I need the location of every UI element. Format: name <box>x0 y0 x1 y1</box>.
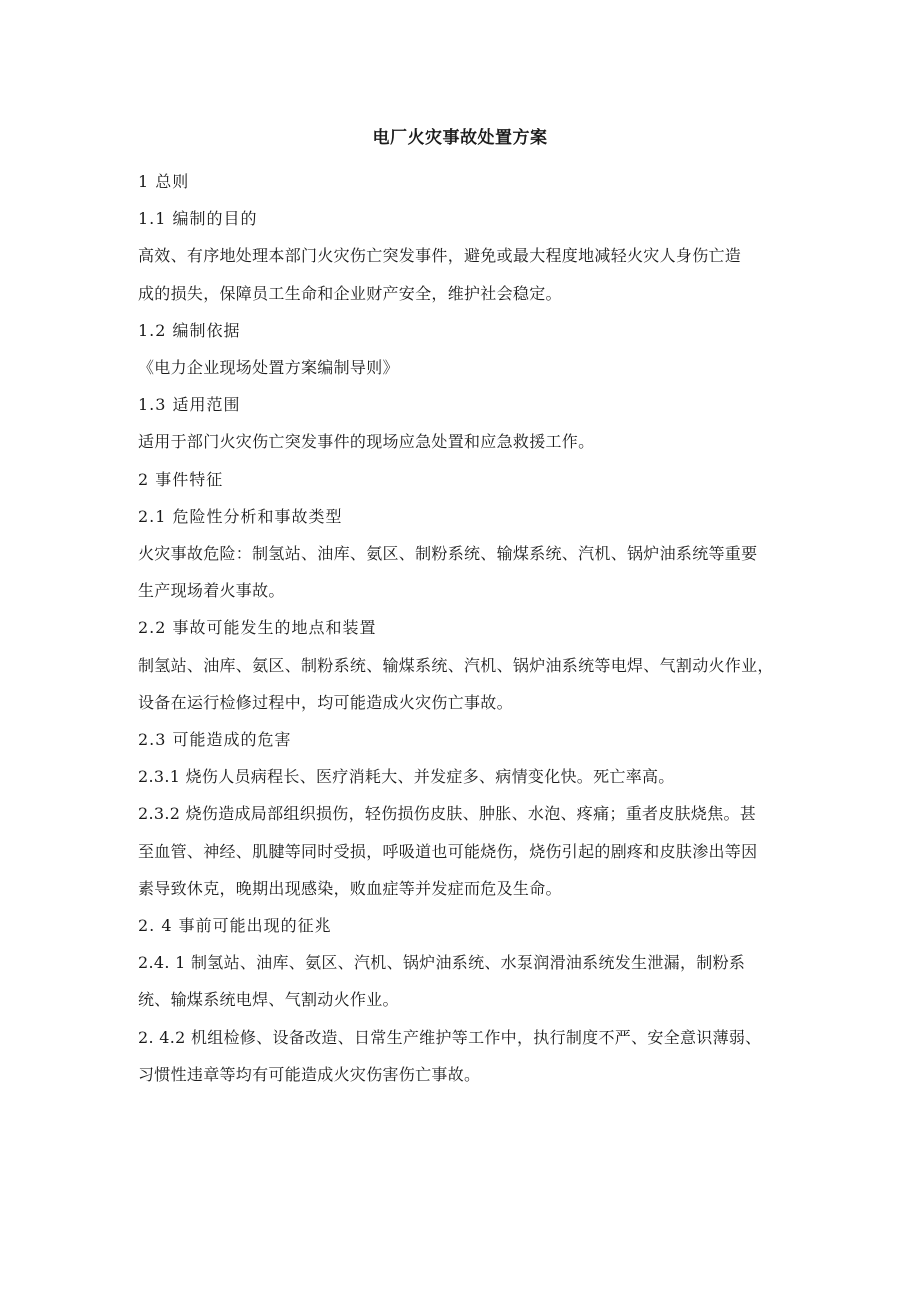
section-heading: 1 总则 <box>138 172 190 191</box>
section-heading: 1.1 编制的目的 <box>138 209 258 229</box>
section-heading: 1.3 适用范围 <box>138 395 241 415</box>
paragraph-line: 2.3.2 烧伤造成局部组织损伤，轻伤损伤皮肤、肿胀、水泡、疼痛；重者皮肤烧焦。甚 <box>138 804 757 824</box>
paragraph-line: 至血管、神经、肌腱等同时受损，呼吸道也可能烧伤，烧伤引起的剧疼和皮肤渗出等因 <box>138 841 758 861</box>
document-body <box>138 163 788 1093</box>
paragraph-line: 习惯性违章等均有可能造成火灾伤害伤亡事故。 <box>138 1064 481 1084</box>
section-heading: 2. 4 事前可能出现的征兆 <box>138 916 332 936</box>
paragraph-line: 成的损失，保障员工生命和企业财产安全，维护社会稳定。 <box>138 283 562 303</box>
paragraph-line: 2.3.1 烧伤人员病程长、医疗消耗大、并发症多、病情变化快。死亡率高。 <box>138 767 675 787</box>
paragraph-line: 2.4. 1 制氢站、油库、氨区、汽机、锅炉油系统、水泵润滑油系统发生泄漏，制粉系 <box>138 953 746 973</box>
paragraph-line: 设备在运行检修过程中，均可能造成火灾伤亡事故。 <box>138 692 513 712</box>
document-title: 电厂火灾事故处置方案 <box>372 128 548 148</box>
section-heading: 2.3 可能造成的危害 <box>138 730 292 750</box>
paragraph-line: 生产现场着火事故。 <box>138 581 285 601</box>
paragraph-line: 2. 4.2 机组检修、设备改造、日常生产维护等工作中，执行制度不严、安全意识薄弱、 <box>138 1027 762 1047</box>
paragraph-line: 制氢站、油库、氨区、制粉系统、输煤系统、汽机、锅炉油系统等电焊、气割动火作业， <box>138 655 774 675</box>
paragraph-line: 素导致休克，晚期出现感染，败血症等并发症而危及生命。 <box>138 878 562 898</box>
section-heading: 2 事件特征 <box>138 469 224 489</box>
paragraph-line: 统、输煤系统电焊、气割动火作业。 <box>138 990 399 1010</box>
paragraph-line: 火灾事故危险：制氢站、油库、氨区、制粉系统、输煤系统、汽机、锅炉油系统等重要 <box>138 544 758 564</box>
paragraph-line: 适用于部门火灾伤亡突发事件的现场应急处置和应急救援工作。 <box>138 432 595 452</box>
section-heading: 2.2 事故可能发生的地点和装置 <box>138 618 377 638</box>
paragraph-line: 《电力企业现场处置方案编制导则》 <box>138 358 399 378</box>
paragraph-line: 高效、有序地处理本部门火灾伤亡突发事件，避免或最大程度地减轻火灾人身伤亡造 <box>138 246 742 266</box>
section-heading: 2.1 危险性分析和事故类型 <box>138 506 343 526</box>
section-heading: 1.2 编制依据 <box>138 320 241 340</box>
